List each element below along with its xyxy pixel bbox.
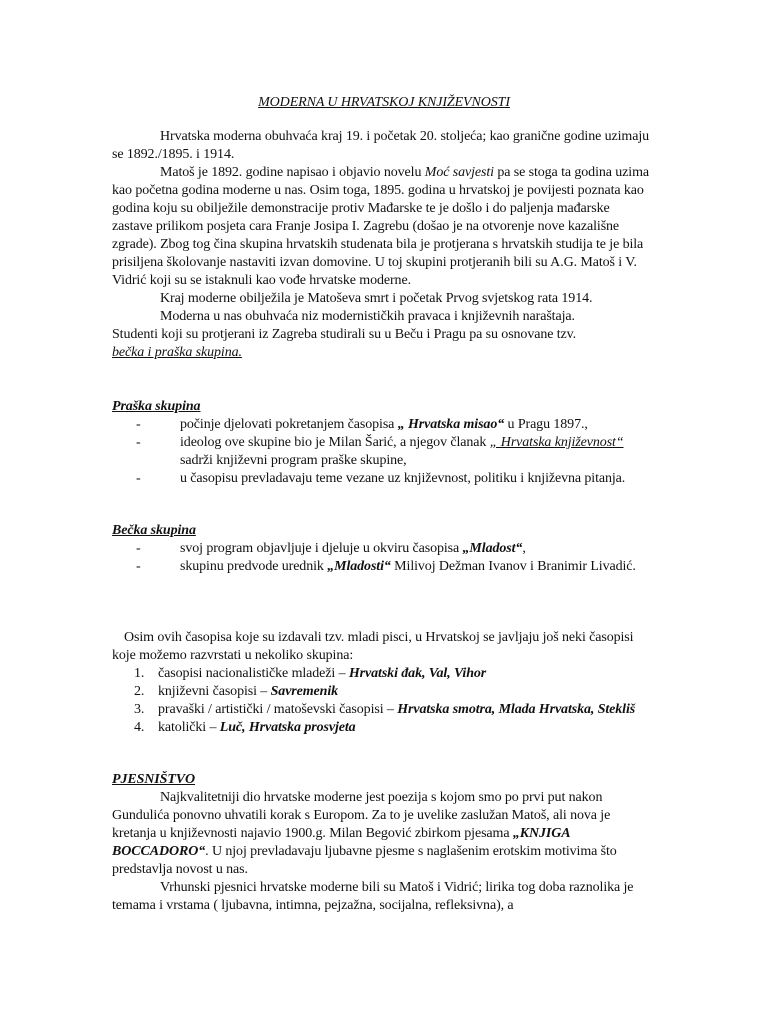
intro-paragraph-5: Studenti koji su protjerani iz Zagreba studirali su u Beču i Pragu pa su osnovane tzv. bečka i praška skupina. (112, 327, 577, 360)
becka-section (112, 522, 652, 576)
journals-section (112, 629, 652, 737)
journal-name: „ Hrvatska misao“ (397, 417, 505, 432)
journals-intro: Osim ovih časopisa koje su izdavali tzv. mladi pisci, u Hrvatskoj se javljaju još neki časopisi koje možemo razvrstati u nekoliko skupina: (112, 630, 634, 663)
becka-heading: Bečka skupina (112, 523, 196, 538)
praska-list (112, 416, 652, 488)
journal-name: „Mladost“ (462, 541, 523, 556)
list-item: 4. katolički – Luč, Hrvatska prosvjeta (134, 720, 356, 735)
journal-name: „Mladosti“ (327, 559, 391, 574)
list-item: 2. književni časopisi – Savremenik (134, 684, 339, 699)
praska-section (112, 398, 652, 488)
list-item: 3. pravaški / artistički / matoševski časopisi – Hrvatska smotra, Mlada Hrvatska, Stekliš (134, 702, 636, 717)
list-item: - ideolog ove skupine bio je Milan Šarić, a njegov članak „ Hrvatska književnost“ sadrži književni program praške skupine, (136, 435, 624, 468)
novel-title: Moć savjesti (424, 165, 494, 180)
intro-paragraph-4: Moderna u nas obuhvaća niz modernističkih pravaca i književnih naraštaja. (160, 309, 575, 324)
pjesnistvo-paragraph-1: Najkvalitetniji dio hrvatske moderne jest poezija s kojom smo po prvi put nakon Gundulića ponovno uhvatili korak s Europom. Za to je uvelike zaslužan Matoš, ali nova je kretanja u književnosti najavio 1900.g. Milan Begović zbirkom pjesama „KNJIGA BOCCADORO“. U njoj prevladavaju ljubavne pjesme s naglašenim erotskim motivima što predstavlja novost u nas. (112, 790, 617, 877)
pjesnistvo-paragraph-2: Vrhunski pjesnici hrvatske moderne bili su Matoš i Vidrić; lirika tog doba raznolika je temama i vrstama ( ljubavna, intimna, pejzažna, socijalna, refleksivna), a (112, 880, 634, 913)
list-item: - počinje djelovati pokretanjem časopisa „ Hrvatska misao“ u Pragu 1897., (136, 417, 588, 432)
pjesnistvo-section (112, 771, 652, 915)
intro-paragraph-1: Hrvatska moderna obuhvaća kraj 19. i početak 20. stoljeća; kao granične godine uzimaju se 1892./1895. i 1914. (112, 129, 650, 162)
praska-heading: Praška skupina (112, 399, 201, 414)
article-name: „ Hrvatska književnost“ (489, 435, 624, 450)
list-item: - u časopisu prevladavaju teme vezane uz književnost, politiku i književna pitanja. (136, 471, 626, 486)
list-item: 1. časopisi nacionalističke mladeži – Hrvatski đak, Val, Vihor (134, 666, 487, 681)
list-item: - svoj program objavljuje i djeluje u okviru časopisa „Mladost“, (136, 541, 526, 556)
page-title: MODERNA U HRVATSKOJ KNJIŽEVNOSTI (258, 95, 510, 110)
journals-list (112, 665, 652, 737)
book-title: „KNJIGA BOCCADORO“ (112, 826, 570, 859)
pjesnistvo-heading: PJESNIŠTVO (112, 772, 196, 787)
groups-phrase: bečka i praška skupina. (112, 345, 242, 360)
intro-paragraph-2: Matoš je 1892. godine napisao i objavio novelu Moć savjesti pa se stoga ta godina uzima kao početna godina moderne u nas. Osim toga, 1895. godina u hrvatskoj je povijesti poznata kao godina koju su obilježile demonstracije protiv Mađarske te je došlo i do paljenja mađarske zastave prilikom posjeta cara Franje Josipa I. Zagrebu (došao je na otvorenje nove kazališne zgrade). Zbog tog čina skupina hrvatskih studenata bila je protjerana s hrvatskih studija te je bila prisiljena školovanje nastaviti izvan domovine. U toj skupini protjeranih bili su A.G. Matoš i V. Vidrić koji su se istaknuli kao vođe hrvatske moderne. (112, 165, 649, 288)
intro-section (112, 128, 652, 362)
intro-paragraph-3: Kraj moderne obilježila je Matoševa smrt i početak Prvog svjetskog rata 1914. (160, 291, 593, 306)
becka-list (112, 540, 652, 576)
list-item: - skupinu predvode urednik „Mladosti“ Milivoj Dežman Ivanov i Branimir Livadić. (136, 559, 636, 574)
